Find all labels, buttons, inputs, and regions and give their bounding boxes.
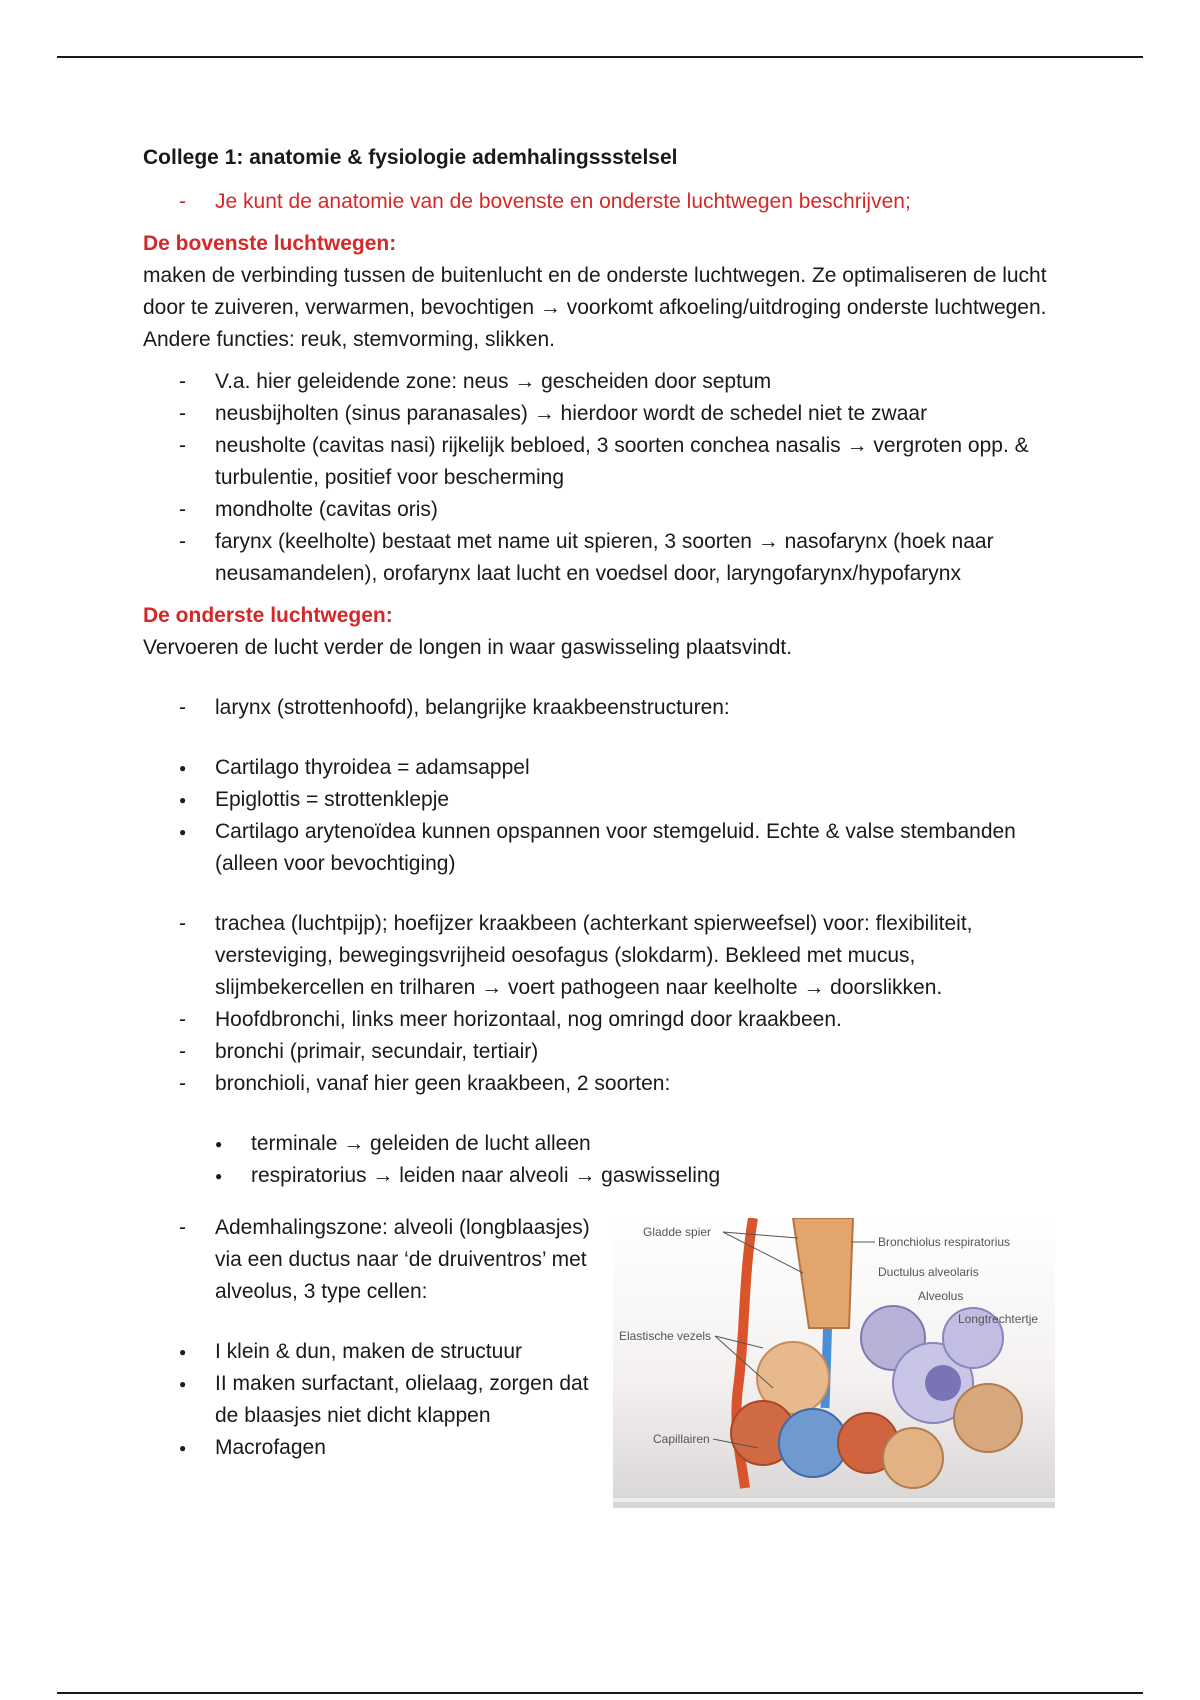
list-item: ● Cartilago thyroidea = adamsappel xyxy=(143,752,1063,784)
zone-list xyxy=(143,1212,593,1308)
list-item: - neusholte (cavitas nasi) rijkelijk bebloed, 3 soorten conchea nasalis → vergroten opp. & turbulentie, positief voor bescherming xyxy=(143,430,1063,494)
label-capillairen: Capillairen xyxy=(653,1432,710,1446)
upper-intro: maken de verbinding tussen de buitenlucht en de onderste luchtwegen. Ze optimaliseren de lucht door te zuiveren, verwarmen, bevochtigen → voorkomt afkoeling/uitdroging onderste luchtwegen. Andere functies: reuk, stemvorming, slikken. xyxy=(143,264,1047,351)
list-item: ● Epiglottis = strottenklepje xyxy=(143,784,1063,816)
label-gladde-spier: Gladde spier xyxy=(643,1225,712,1239)
section-heading-lower: De onderste luchtwegen: xyxy=(143,604,393,627)
label-ductulus: Ductulus alveolaris xyxy=(878,1265,979,1279)
list-item: ● respiratorius → leiden naar alveoli → gaswisseling xyxy=(143,1160,1063,1192)
list-item: - Hoofdbronchi, links meer horizontaal, nog omringd door kraakbeen. xyxy=(143,1004,1063,1036)
larynx-bullets xyxy=(143,752,1063,880)
header-rule xyxy=(57,56,1143,58)
cell-types xyxy=(143,1336,593,1464)
section-heading-upper: De bovenste luchtwegen: xyxy=(143,232,397,255)
footer-rule xyxy=(57,1692,1143,1694)
list-item: - trachea (luchtpijp); hoefijzer kraakbeen (achterkant spierweefsel) voor: flexibiliteit, versteviging, bewegingsvrijheid oesofagus (slokdarm). Bekleed met mucus, slijmbekercellen en trilharen → voert pathogeen naar keelholte → doorslikken. xyxy=(143,908,1063,1004)
list-item: - neusbijholten (sinus paranasales) → hierdoor wordt de schedel niet te zwaar xyxy=(143,398,1063,430)
list-item: ● Cartilago arytenoïdea kunnen opspannen voor stemgeluid. Echte & valse stembanden (alleen voor bevochtiging) xyxy=(143,816,1063,880)
list-item: - larynx (strottenhoofd), belangrijke kraakbeenstructuren: xyxy=(143,692,1063,724)
lower-list xyxy=(143,908,1063,1100)
list-item: ● terminale → geleiden de lucht alleen xyxy=(143,1128,1063,1160)
upper-list xyxy=(143,366,1063,590)
page-title: College 1: anatomie & fysiologie ademhalingssstelsel xyxy=(143,146,678,169)
figure-baseline xyxy=(613,1498,1055,1502)
list-item: ● II maken surfactant, olielaag, zorgen dat de blaasjes niet dicht klappen xyxy=(143,1368,593,1432)
label-alveolus: Alveolus xyxy=(918,1289,964,1303)
larynx-list xyxy=(143,692,1063,724)
list-item: - farynx (keelholte) bestaat met name uit spieren, 3 soorten → nasofarynx (hoek naar neusamandelen), orofarynx laat lucht en voedsel door, laryngofarynx/hypofarynx xyxy=(143,526,1063,590)
objective-item: - Je kunt de anatomie van de bovenste en onderste luchtwegen beschrijven; xyxy=(143,186,1063,218)
label-elastische: Elastische vezels xyxy=(619,1329,712,1343)
list-item: - Ademhalingszone: alveoli (longblaasjes) via een ductus naar ‘de druiventros’ met alveolus, 3 type cellen: xyxy=(143,1212,593,1308)
alveoli-illustration xyxy=(613,1218,1055,1508)
list-item: ● I klein & dun, maken de structuur xyxy=(143,1336,593,1368)
lower-intro: Vervoeren de lucht verder de longen in waar gaswisseling plaatsvindt. xyxy=(143,636,793,659)
alveoli-diagram xyxy=(613,1218,1055,1508)
list-item: - mondholte (cavitas oris) xyxy=(143,494,1063,526)
list-item: - V.a. hier geleidende zone: neus → gescheiden door septum xyxy=(143,366,1063,398)
label-longtrechtertje: Longtrechtertje xyxy=(958,1312,1039,1326)
list-item: ● Macrofagen xyxy=(143,1432,593,1464)
bronchioli-types xyxy=(143,1128,1063,1192)
label-bronchiolus: Bronchiolus respiratorius xyxy=(878,1235,1011,1249)
list-item: - bronchi (primair, secundair, tertiair) xyxy=(143,1036,1063,1068)
list-item: - bronchioli, vanaf hier geen kraakbeen, 2 soorten: xyxy=(143,1068,1063,1100)
objectives-list xyxy=(143,186,1063,218)
